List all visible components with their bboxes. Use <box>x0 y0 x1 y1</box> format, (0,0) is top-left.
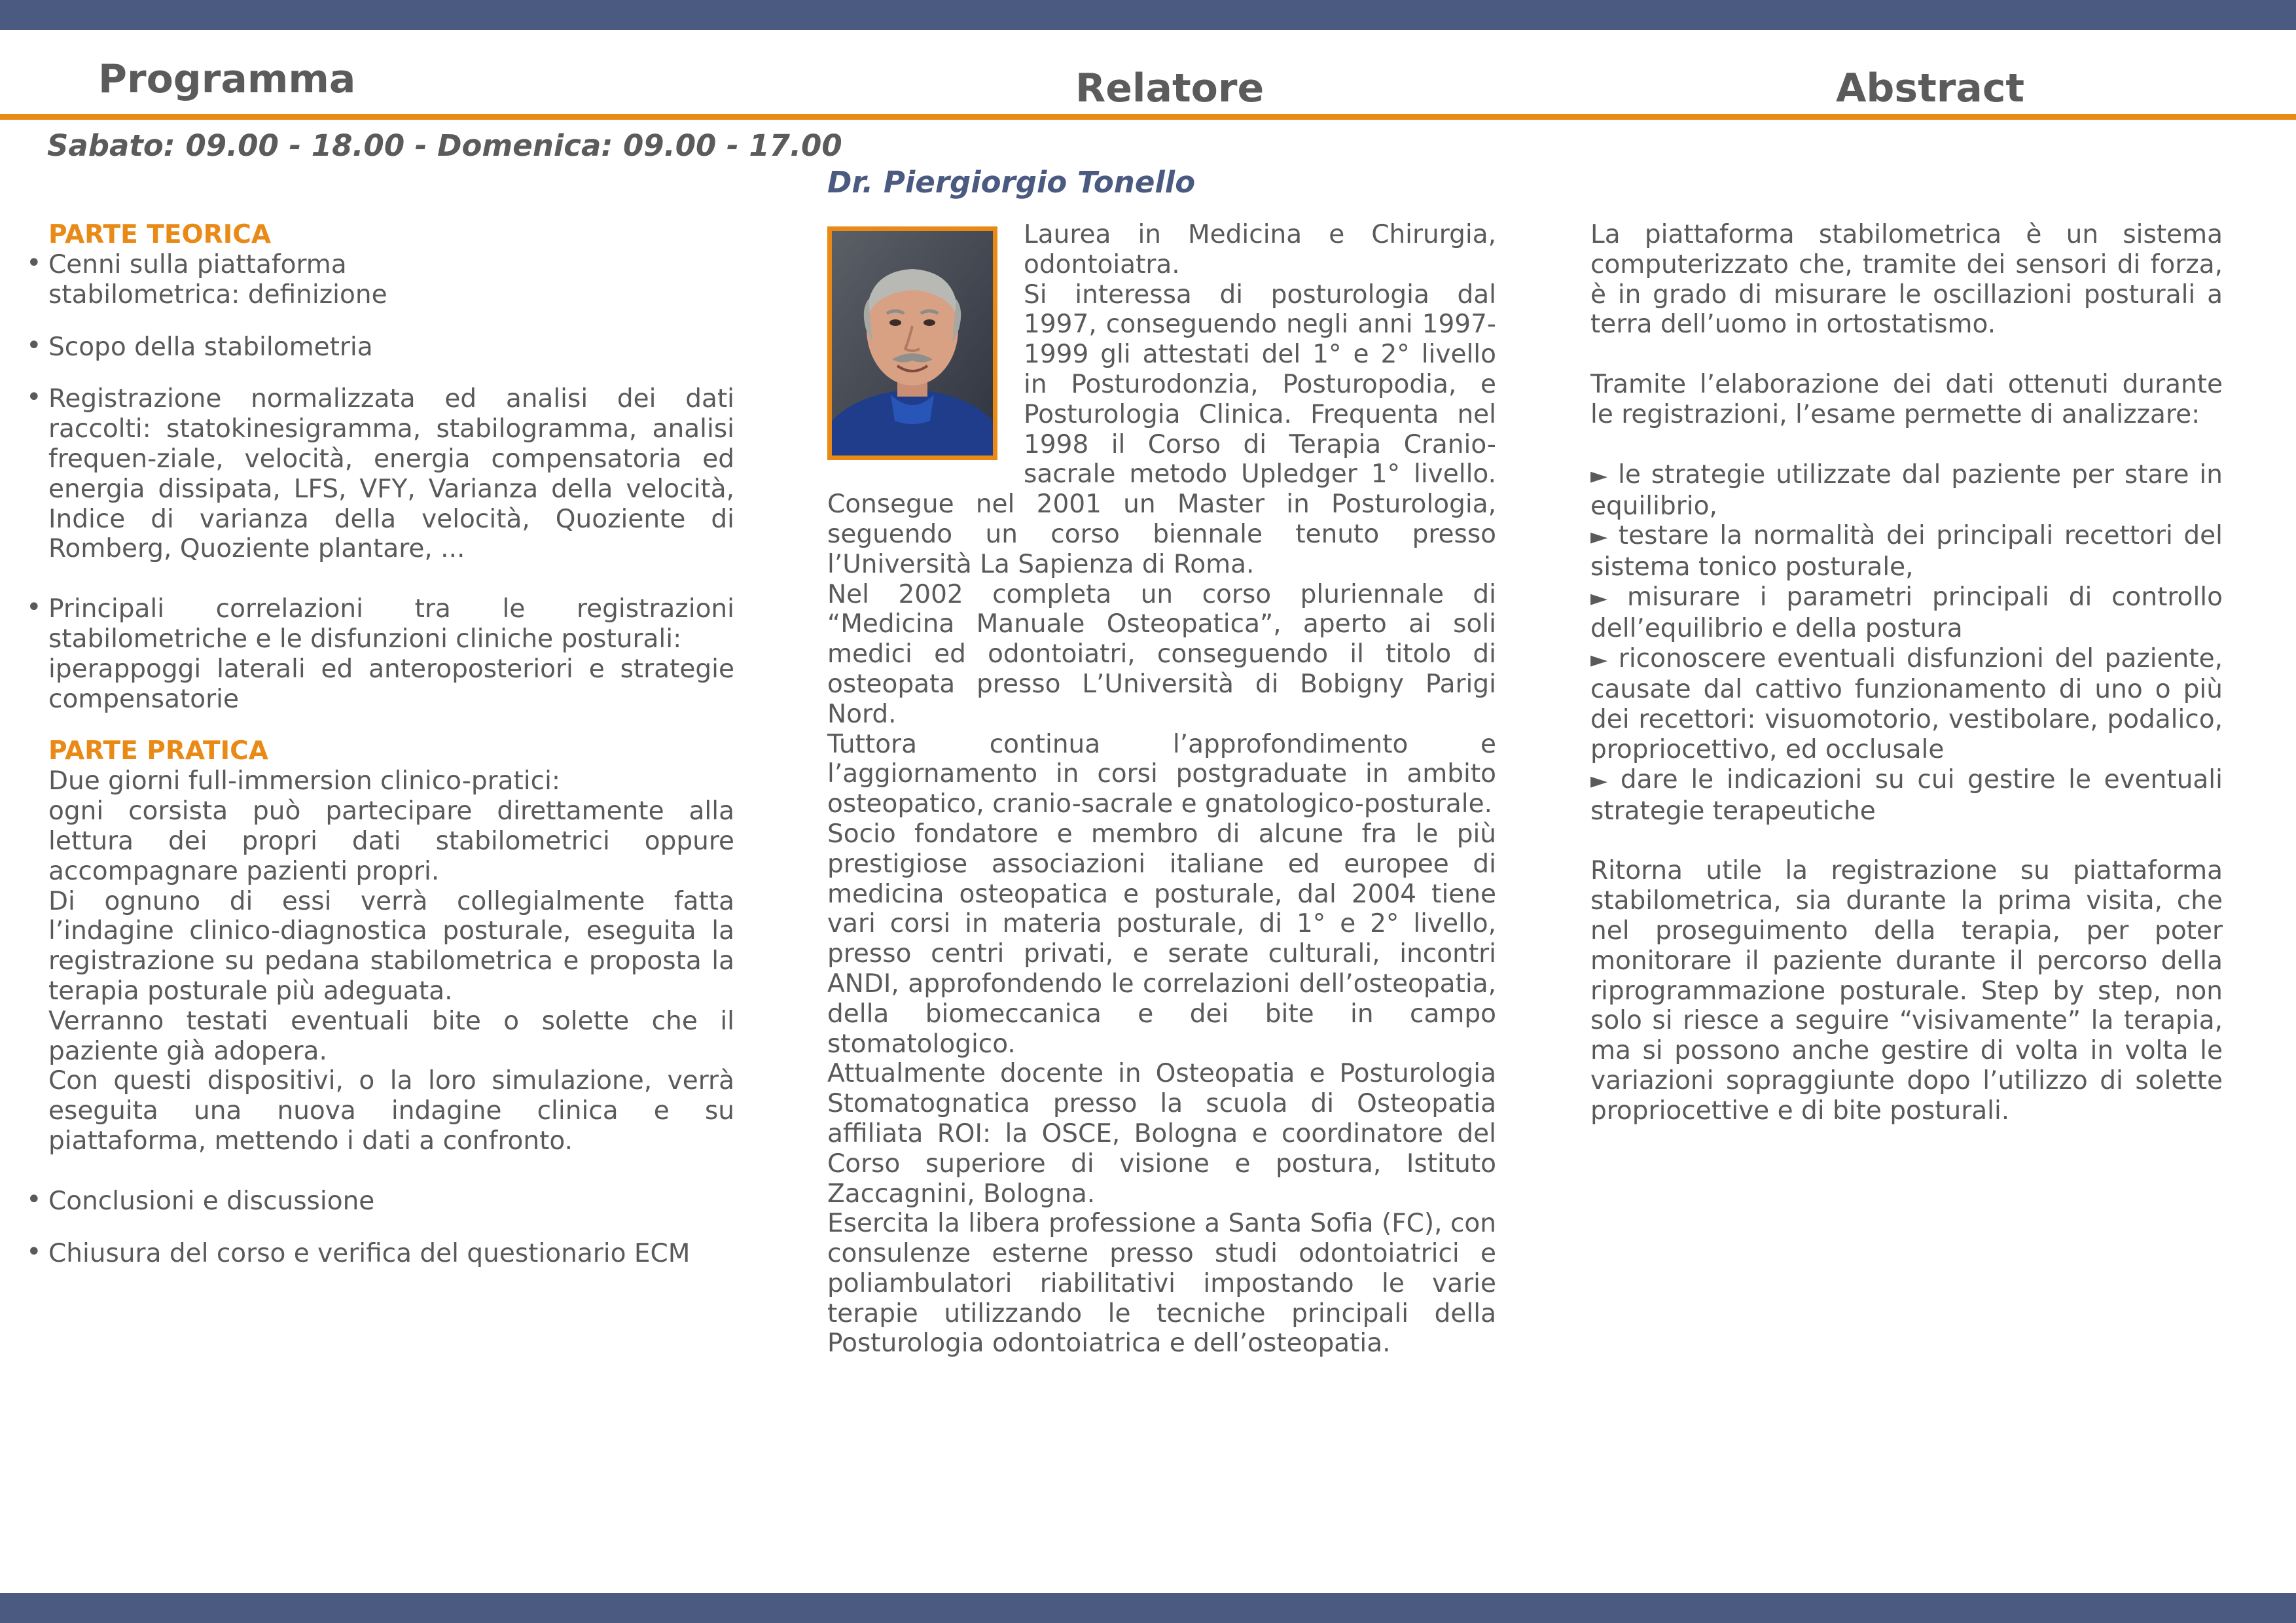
list-item-continuation: iperappoggi laterali ed anteroposteriori e strategie compensatorie <box>48 654 734 714</box>
bio-paragraph: Esercita la libera professione a Santa Sofia (FC), con consulenze esterne presso studi odontoiatrici e poliambulatori riabilitativi impostando le varie terapie utilizzando le tecniche principali della Posturologia odontoiatrica e dell’osteopatia. <box>827 1209 1496 1359</box>
pratica-paragraph: Due giorni full-immersion clinico-pratici: <box>48 766 561 796</box>
bio-paragraph: Attualmente docente in Osteopatia e Posturologia Stomatognatica presso la scuola di Osteopatia affiliata ROI: la OSCE, Bologna e coordinatore del Corso superiore di visione e postura, Istituto Zaccagnini, Bologna. <box>827 1059 1496 1209</box>
abstract-point: ► riconoscere eventuali disfunzioni del paziente, causate dal cattivo funzionamento di uno o più dei recettori: visuomotorio, vestibolare, podalico, propriocettivo, ed occlusale <box>1590 643 2223 764</box>
relatore-column <box>827 220 1496 1359</box>
abstract-lead: Tramite l’elaborazione dei dati ottenuti durante le registrazioni, l’esame permette di analizzare: <box>1590 370 2223 429</box>
heading-relatore: Relatore <box>1075 65 1265 111</box>
triangle-bullet-icon: ► <box>1590 462 1608 489</box>
list-item: • Conclusioni e discussione <box>26 1186 734 1217</box>
list-item: • Cenni sulla piattaforma stabilometrica: definizione <box>26 250 520 310</box>
abstract-point: ► misurare i parametri principali di controllo dell’equilibrio e della postura <box>1590 582 2223 643</box>
triangle-bullet-icon: ► <box>1590 524 1608 550</box>
parte-pratica-title: PARTE PRATICA <box>48 736 268 766</box>
abstract-point: ► testare la normalità dei principali recettori del sistema tonico posturale, <box>1590 521 2223 582</box>
list-item: • Registrazione normalizzata ed analisi dei dati raccolti: statokinesigramma, stabilogramma, analisi frequen-ziale, velocità, energia compensatoria ed energia dissipata, LFS, VFY, Varianza della velocità, Indice di varianza della velocità, Quoziente di Romberg, Quoziente plantare, ... <box>26 384 734 564</box>
parte-teorica-title: PARTE TEORICA <box>48 220 272 249</box>
triangle-bullet-icon: ► <box>1590 767 1608 794</box>
bio-paragraph: Tuttora continua l’approfondimento e l’aggiornamento in corsi postgraduate in ambito osteopatico, cranio-sacrale e gnatologico-posturale. <box>827 729 1496 819</box>
bio-paragraph: Si interessa di posturologia dal 1997, conseguendo negli anni 1997-1999 gli attestati del 1° e 2° livello in Posturodonzia, Posturopodia, e Posturologia Clinica. Frequenta nel 1998 il Corso di Terapia Cranio-sacrale metodo Upledger 1° livello. Consegue nel 2001 un Master in Posturologia, seguendo un corso biennale tenuto presso l’Università La Sapienza di Roma. <box>827 279 1496 579</box>
speaker-photo <box>827 226 997 460</box>
triangle-bullet-icon: ► <box>1590 646 1608 673</box>
pratica-paragraph: Con questi dispositivi, o la loro simulazione, verrà eseguita una nuova indagine clinica e su piattaforma, mettendo i dati a confronto. <box>48 1066 734 1156</box>
heading-programma: Programma <box>98 56 356 102</box>
list-item: • Chiusura del corso e verifica del questionario ECM <box>26 1239 734 1269</box>
list-item: • Scopo della stabilometria <box>26 332 734 363</box>
bio-paragraph: Socio fondatore e membro di alcune fra le più prestigiose associazioni italiane ed europee di medicina osteopatica e posturale, dal 2004 tiene vari corsi in materia posturale, di 1° e 2° livello, presso centri privati, e serate culturali, incontri ANDI, approfondendo le correlazioni dell’osteopatia, della biomeccanica e dei bite in campo stomatologico. <box>827 819 1496 1059</box>
speaker-name: Dr. Piergiorgio Tonello <box>827 165 1196 200</box>
abstract-closing: Ritorna utile la registrazione su piattaforma stabilometrica, sia durante la prima visita, che nel proseguimento della terapia, per poter monitorare il paziente durante il percorso della riprogrammazione posturale. Step by step, non solo si riesce a seguire “visivamente” la terapia, ma si possono anche gestire di volta in volta le variazioni sopraggiunte dopo l’utilizzo di solette propriocettive e di bite posturali. <box>1590 856 2223 1126</box>
abstract-intro: La piattaforma stabilometrica è un sistema computerizzato che, tramite dei sensori di forza, è in grado di misurare le oscillazioni posturali a terra dell’uomo in ortostatismo. <box>1590 220 2223 340</box>
header-divider <box>0 114 2296 120</box>
programma-column <box>26 220 734 1268</box>
bio-paragraph: Nel 2002 completa un corso pluriennale di “Medicina Manuale Osteopatica”, aperto ai soli medici ed odontoiatri, conseguendo il titolo di osteopata presso L’Università di Bobigny Parigi Nord. <box>827 579 1496 729</box>
bottom-banner-bar <box>0 1593 2296 1623</box>
bio-paragraph: Laurea in Medicina e Chirurgia, odontoiatra. <box>1024 220 1496 279</box>
abstract-column <box>1590 220 2223 1126</box>
triangle-bullet-icon: ► <box>1590 584 1608 611</box>
list-item: • Principali correlazioni tra le registrazioni stabilometriche e le disfunzioni cliniche posturali: <box>26 594 734 654</box>
abstract-point: ► le strategie utilizzate dal paziente per stare in equilibrio, <box>1590 459 2223 521</box>
pratica-paragraph: Di ognuno di essi verrà collegialmente fatta l’indagine clinico-diagnostica posturale, eseguita la registrazione su pedana stabilometrica e proposta la terapia posturale più adeguata. <box>48 886 734 1006</box>
speaker-portrait-image <box>832 231 993 455</box>
pratica-paragraph: ogni corsista può partecipare direttamente alla lettura dei propri dati stabilometrici oppure accompagnare pazienti propri. <box>48 796 734 886</box>
pratica-paragraph: Verranno testati eventuali bite o solette che il paziente già adopera. <box>48 1006 734 1066</box>
top-banner-bar <box>0 0 2296 30</box>
schedule-times: Sabato: 09.00 - 18.00 - Domenica: 09.00 - 17.00 <box>47 128 842 163</box>
abstract-point: ► dare le indicazioni su cui gestire le eventuali strategie terapeutiche <box>1590 764 2223 826</box>
heading-abstract: Abstract <box>1836 65 2025 111</box>
